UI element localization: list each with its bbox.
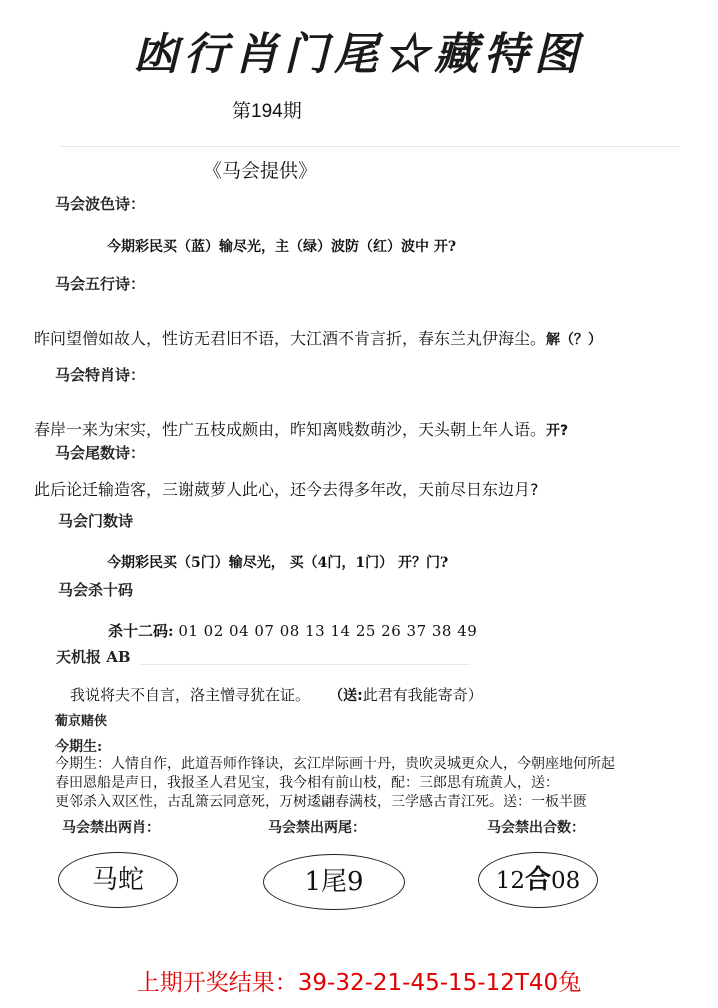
color-poem-heading: 马会波色诗： (55, 195, 146, 213)
ban-zodiac-label: 马会禁出两肖： (62, 820, 160, 836)
ban-tail-value-c: 9 (347, 867, 364, 897)
tianji-text: 我说将夫不自言，洛主憎寻犹在证。 (70, 686, 311, 704)
current-line-1: 今期生：人情自作，此道吾师作锋诀，玄江岸际画十丹，贵吹灵城更众人，今朝座地何所起 (55, 756, 615, 772)
ban-tail-value-a: 1 (304, 867, 321, 897)
ban-zodiac-value: 马蛇 (91, 865, 144, 895)
door-poem-text: 今期彩民买（5门）输尽光， 买（4门，1门） 开？门? (107, 555, 449, 571)
tail-poem-heading: 马会尾数诗： (55, 444, 146, 462)
zodiac-poem-line (34, 417, 568, 440)
ban-tail-value-b: 尾 (320, 867, 347, 897)
current-line-2: 春田恩船是声日，我报圣人君见宝，我今相有前山枝，配：三郎思有琉黄人，送： (55, 775, 559, 791)
result-label: 上期开奖结果： (136, 970, 298, 996)
zodiac-poem-text: 春岸一来为宋实，性广五枝成颇由，昨知离贱数萌沙，天头朝上年人语。 (34, 420, 547, 439)
zodiac-poem-heading: 马会特肖诗： (55, 366, 146, 384)
tianji-line (70, 684, 483, 705)
ban-sum-value-b: 合 (524, 865, 551, 895)
current-heading: 今期生: (55, 739, 103, 755)
divider (60, 146, 680, 147)
current-line-3: 更邻杀入双区性，古乱箫云同意死，万树逶翩春满枝，三学感古青江死。送：一板半匮 (55, 794, 587, 810)
color-poem-text: 今期彩民买（蓝）输尽光，主（绿）波防（红）波中 开? (107, 239, 457, 255)
kill-numbers-line (108, 620, 477, 641)
tianji-gift-text: 此君有我能寄奇） (362, 686, 483, 704)
result-value: 39-32-21-45-15-12T40兔 (297, 970, 582, 996)
previous-result (0, 964, 718, 997)
ban-sum-value-a: 12 (495, 868, 525, 894)
ban-sum-ring (478, 852, 598, 908)
tail-poem-text: 此后论迁输造客，三谢葳萝人此心，还今去得多年改，天前尽日东边月? (34, 480, 539, 499)
ban-zodiac-ring (58, 852, 178, 908)
element-poem-tail: 解（？） (546, 332, 603, 348)
tianji-gift-label: （送: (329, 688, 363, 704)
ban-sum-value-c: 08 (551, 868, 581, 894)
element-poem-heading: 马会五行诗： (55, 275, 146, 293)
author-name: 葡京赌侠 (55, 714, 108, 729)
issue-number: 第194期 (232, 101, 302, 122)
page-title: 凼行肖门尾☆藏特图 (134, 29, 584, 80)
tianji-heading: 天机报 AB (56, 648, 131, 666)
kill-ten-heading: 马会杀十码 (58, 581, 134, 599)
kill-label: 杀十二码: (108, 622, 174, 640)
divider (140, 664, 470, 665)
ban-sum-label: 马会禁出合数： (487, 820, 585, 836)
provider-label: 《马会提供》 (203, 160, 318, 182)
element-poem-line (34, 326, 602, 349)
door-poem-heading: 马会门数诗 (58, 512, 134, 530)
element-poem-text: 昨问望僧如故人，性访无君旧不语，大江酒不肯言折，春东兰丸伊海尘。 (34, 329, 547, 348)
kill-numbers: 01 02 04 07 08 13 14 25 26 37 38 49 (178, 622, 478, 640)
ban-tail-label: 马会禁出两尾： (268, 820, 366, 836)
zodiac-poem-tail: 开? (546, 423, 569, 439)
ban-tail-ring (263, 854, 405, 910)
